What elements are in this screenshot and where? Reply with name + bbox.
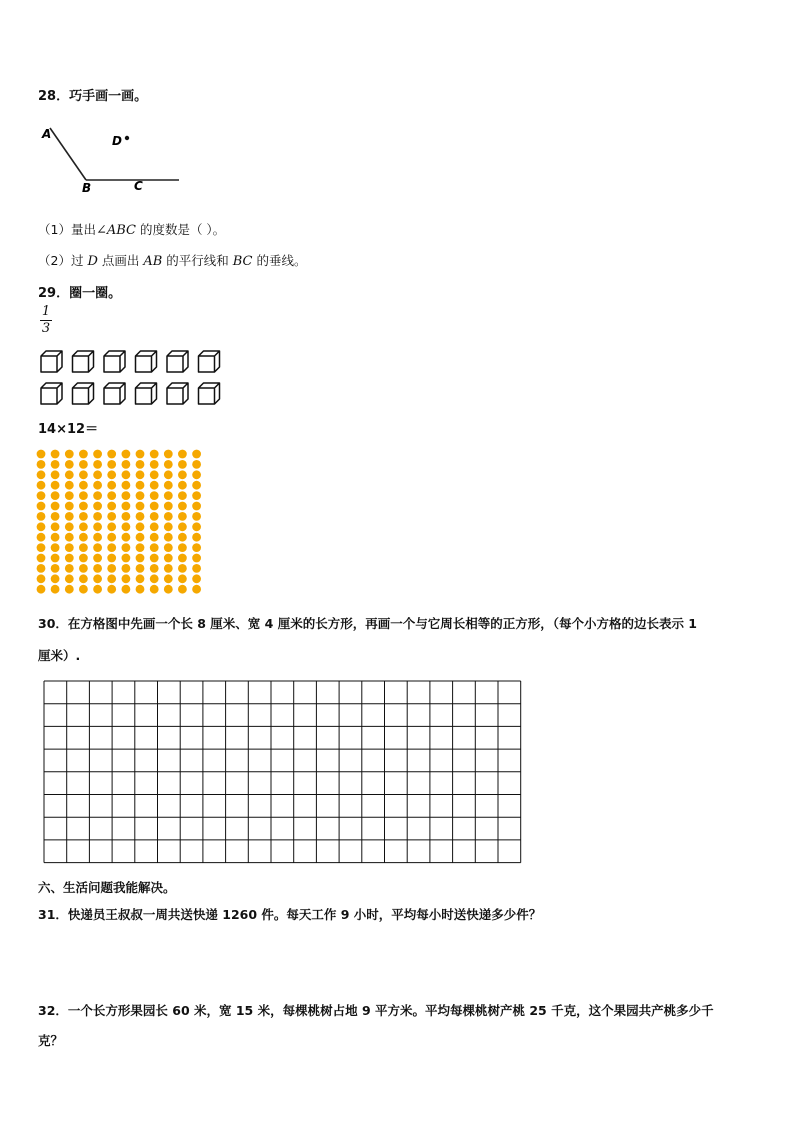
dot[interactable] — [107, 543, 116, 552]
dot[interactable] — [136, 554, 145, 563]
dot[interactable] — [93, 470, 102, 479]
dot[interactable] — [164, 543, 173, 552]
dot[interactable] — [122, 574, 131, 583]
angle-figure — [38, 118, 188, 200]
cube[interactable] — [41, 383, 62, 404]
angle-abc: ∠ABC — [95, 223, 136, 238]
dot[interactable] — [51, 533, 60, 542]
dot[interactable] — [178, 481, 187, 490]
dot[interactable] — [79, 574, 88, 583]
dot[interactable] — [192, 470, 201, 479]
dot[interactable] — [93, 522, 102, 531]
dot[interactable] — [51, 491, 60, 500]
dot[interactable] — [164, 512, 173, 521]
q28-part2 — [38, 251, 306, 269]
dot[interactable] — [93, 543, 102, 552]
dot[interactable] — [164, 522, 173, 531]
dot[interactable] — [136, 522, 145, 531]
q28-part1-prefix: （1）量出 — [38, 222, 96, 237]
dot[interactable] — [192, 502, 201, 511]
dot[interactable] — [178, 460, 187, 469]
dot[interactable] — [93, 512, 102, 521]
q28-part2-e: 的垂线。 — [252, 253, 307, 268]
dot[interactable] — [51, 481, 60, 490]
dot[interactable] — [79, 491, 88, 500]
dot[interactable] — [178, 522, 187, 531]
cube[interactable] — [41, 351, 62, 372]
dot[interactable] — [122, 533, 131, 542]
dot[interactable] — [150, 481, 159, 490]
dot[interactable] — [164, 481, 173, 490]
q30-line1: 30．在方格图中先画一个长 8 厘米、宽 4 厘米的长方形，再画一个与它周长相等的正方形，（每个小方格的边长表示 1 — [38, 616, 697, 631]
dot[interactable] — [37, 470, 46, 479]
q28-title: 28．巧手画一画。 — [38, 89, 148, 104]
dot[interactable] — [79, 564, 88, 573]
cube[interactable] — [104, 351, 125, 372]
q32-line1: 32．一个长方形果园长 60 米，宽 15 米，每棵桃树占地 9 平方米。平均每棵桃树产桃 25 千克，这个果园共产桃多少千 — [38, 1003, 714, 1018]
dot[interactable] — [107, 533, 116, 542]
dot[interactable] — [192, 533, 201, 542]
q32-line2: 克？ — [38, 1033, 64, 1048]
dot[interactable] — [136, 585, 145, 594]
dot-array — [36, 449, 212, 597]
dot[interactable] — [65, 574, 74, 583]
dot[interactable] — [65, 564, 74, 573]
dot[interactable] — [37, 512, 46, 521]
dot[interactable] — [178, 564, 187, 573]
dot[interactable] — [79, 533, 88, 542]
point-d-label: D — [87, 254, 98, 269]
q29-expression: 14×12＝ — [38, 422, 99, 437]
dot[interactable] — [79, 522, 88, 531]
dot[interactable] — [51, 460, 60, 469]
dot[interactable] — [192, 564, 201, 573]
dot[interactable] — [107, 512, 116, 521]
dot[interactable] — [192, 522, 201, 531]
dot[interactable] — [150, 564, 159, 573]
label-c: C — [134, 179, 143, 193]
dot[interactable] — [93, 585, 102, 594]
cube[interactable] — [73, 351, 94, 372]
label-d: D — [112, 134, 122, 148]
dot[interactable] — [164, 502, 173, 511]
dot[interactable] — [136, 512, 145, 521]
dot[interactable] — [93, 554, 102, 563]
dot[interactable] — [136, 450, 145, 459]
dot[interactable] — [37, 450, 46, 459]
dot[interactable] — [122, 470, 131, 479]
dot[interactable] — [150, 543, 159, 552]
dot[interactable] — [150, 470, 159, 479]
cube[interactable] — [136, 351, 157, 372]
dot[interactable] — [65, 512, 74, 521]
dot[interactable] — [51, 470, 60, 479]
dot[interactable] — [136, 533, 145, 542]
dot[interactable] — [65, 481, 74, 490]
dot[interactable] — [65, 450, 74, 459]
dot[interactable] — [178, 450, 187, 459]
dot[interactable] — [136, 574, 145, 583]
dot[interactable] — [93, 574, 102, 583]
dot[interactable] — [65, 522, 74, 531]
fraction — [40, 305, 52, 336]
dot[interactable] — [150, 522, 159, 531]
dot[interactable] — [107, 574, 116, 583]
q28-part2-a: （2）过 — [38, 253, 88, 268]
dot[interactable] — [65, 554, 74, 563]
dot[interactable] — [150, 554, 159, 563]
dot[interactable] — [178, 470, 187, 479]
dot[interactable] — [107, 481, 116, 490]
dot[interactable] — [192, 512, 201, 521]
dot[interactable] — [178, 543, 187, 552]
dot[interactable] — [192, 450, 201, 459]
dot[interactable] — [37, 481, 46, 490]
dot[interactable] — [122, 481, 131, 490]
dot[interactable] — [37, 502, 46, 511]
dot[interactable] — [37, 574, 46, 583]
dot[interactable] — [122, 522, 131, 531]
q28-part1 — [38, 220, 225, 238]
dot[interactable] — [93, 502, 102, 511]
q28-part2-c: 的平行线和 — [162, 253, 233, 268]
cube[interactable] — [199, 383, 220, 404]
dot[interactable] — [192, 543, 201, 552]
dot[interactable] — [122, 564, 131, 573]
dot[interactable] — [79, 460, 88, 469]
label-b: B — [82, 181, 92, 195]
dot[interactable] — [37, 585, 46, 594]
dot[interactable] — [65, 502, 74, 511]
dot[interactable] — [192, 574, 201, 583]
dot[interactable] — [51, 522, 60, 531]
dot[interactable] — [178, 574, 187, 583]
dot[interactable] — [107, 450, 116, 459]
dot[interactable] — [192, 491, 201, 500]
dot[interactable] — [164, 574, 173, 583]
dot[interactable] — [122, 554, 131, 563]
dot[interactable] — [150, 533, 159, 542]
cube-grid — [38, 348, 238, 410]
dot[interactable] — [51, 502, 60, 511]
dot[interactable] — [136, 470, 145, 479]
dot[interactable] — [192, 585, 201, 594]
dot[interactable] — [136, 543, 145, 552]
dot[interactable] — [107, 491, 116, 500]
dot[interactable] — [150, 491, 159, 500]
dot[interactable] — [79, 585, 88, 594]
point-d — [125, 136, 129, 140]
dot[interactable] — [93, 491, 102, 500]
dot[interactable] — [79, 502, 88, 511]
dot[interactable] — [150, 450, 159, 459]
dot[interactable] — [107, 522, 116, 531]
dot[interactable] — [51, 574, 60, 583]
dot[interactable] — [37, 543, 46, 552]
dot[interactable] — [136, 460, 145, 469]
dot[interactable] — [107, 470, 116, 479]
q31-text: 31．快递员王叔叔一周共送快递 1260 件。每天工作 9 小时，平均每小时送快递多少件？ — [38, 907, 542, 922]
line-bc-label: BC — [232, 254, 253, 269]
dot[interactable] — [164, 450, 173, 459]
dot[interactable] — [37, 533, 46, 542]
dot[interactable] — [79, 543, 88, 552]
dot[interactable] — [178, 533, 187, 542]
dot[interactable] — [65, 543, 74, 552]
label-a: A — [42, 127, 52, 141]
dot[interactable] — [122, 512, 131, 521]
dot[interactable] — [37, 491, 46, 500]
dot[interactable] — [192, 481, 201, 490]
dot[interactable] — [79, 450, 88, 459]
dot[interactable] — [107, 564, 116, 573]
q28-part2-b: 点画出 — [97, 253, 144, 268]
dot[interactable] — [65, 491, 74, 500]
dot[interactable] — [136, 491, 145, 500]
dot[interactable] — [178, 502, 187, 511]
q30-line2: 厘米）. — [38, 648, 81, 663]
dot[interactable] — [93, 533, 102, 542]
fraction-numerator: 1 — [41, 304, 51, 319]
dot[interactable] — [107, 554, 116, 563]
dot[interactable] — [192, 460, 201, 469]
dot[interactable] — [164, 564, 173, 573]
dot[interactable] — [37, 554, 46, 563]
dot[interactable] — [136, 481, 145, 490]
dot[interactable] — [164, 533, 173, 542]
dot[interactable] — [164, 585, 173, 594]
dot[interactable] — [107, 502, 116, 511]
cube[interactable] — [73, 383, 94, 404]
dot[interactable] — [93, 481, 102, 490]
dot[interactable] — [192, 554, 201, 563]
dot[interactable] — [37, 564, 46, 573]
dot[interactable] — [79, 512, 88, 521]
dot[interactable] — [65, 585, 74, 594]
dot[interactable] — [51, 564, 60, 573]
cube[interactable] — [104, 383, 125, 404]
dot[interactable] — [122, 491, 131, 500]
dot[interactable] — [93, 450, 102, 459]
dot[interactable] — [79, 470, 88, 479]
q29-title: 29．圈一圈。 — [38, 286, 122, 301]
dot[interactable] — [122, 585, 131, 594]
dot[interactable] — [122, 502, 131, 511]
cube[interactable] — [136, 383, 157, 404]
dot[interactable] — [107, 460, 116, 469]
dot[interactable] — [164, 460, 173, 469]
dot[interactable] — [65, 460, 74, 469]
dot[interactable] — [164, 491, 173, 500]
dot[interactable] — [136, 502, 145, 511]
line-ab-label: AB — [143, 254, 163, 269]
dot[interactable] — [107, 585, 116, 594]
dot[interactable] — [150, 502, 159, 511]
dot[interactable] — [37, 522, 46, 531]
dot[interactable] — [178, 585, 187, 594]
dot[interactable] — [51, 512, 60, 521]
ray-ba — [50, 128, 86, 180]
dot[interactable] — [178, 512, 187, 521]
dot[interactable] — [178, 491, 187, 500]
dot[interactable] — [150, 512, 159, 521]
dot[interactable] — [178, 554, 187, 563]
square-grid[interactable] — [43, 680, 523, 864]
cube[interactable] — [199, 351, 220, 372]
dot[interactable] — [51, 585, 60, 594]
dot[interactable] — [164, 554, 173, 563]
cube[interactable] — [167, 383, 188, 404]
dot[interactable] — [150, 460, 159, 469]
dot[interactable] — [79, 554, 88, 563]
section6-title: 六、生活问题我能解决。 — [38, 880, 176, 895]
dot[interactable] — [79, 481, 88, 490]
dot[interactable] — [51, 450, 60, 459]
dot[interactable] — [37, 460, 46, 469]
cube[interactable] — [167, 351, 188, 372]
dot[interactable] — [51, 543, 60, 552]
dot[interactable] — [65, 533, 74, 542]
dot[interactable] — [164, 470, 173, 479]
dot[interactable] — [136, 564, 145, 573]
dot[interactable] — [122, 460, 131, 469]
dot[interactable] — [150, 585, 159, 594]
dot[interactable] — [122, 450, 131, 459]
dot[interactable] — [122, 543, 131, 552]
dot[interactable] — [65, 470, 74, 479]
q28-part1-suffix: 的度数是（ ）。 — [135, 222, 226, 237]
dot[interactable] — [93, 460, 102, 469]
dot[interactable] — [150, 574, 159, 583]
dot[interactable] — [51, 554, 60, 563]
fraction-denominator: 3 — [41, 321, 51, 336]
dot[interactable] — [93, 564, 102, 573]
